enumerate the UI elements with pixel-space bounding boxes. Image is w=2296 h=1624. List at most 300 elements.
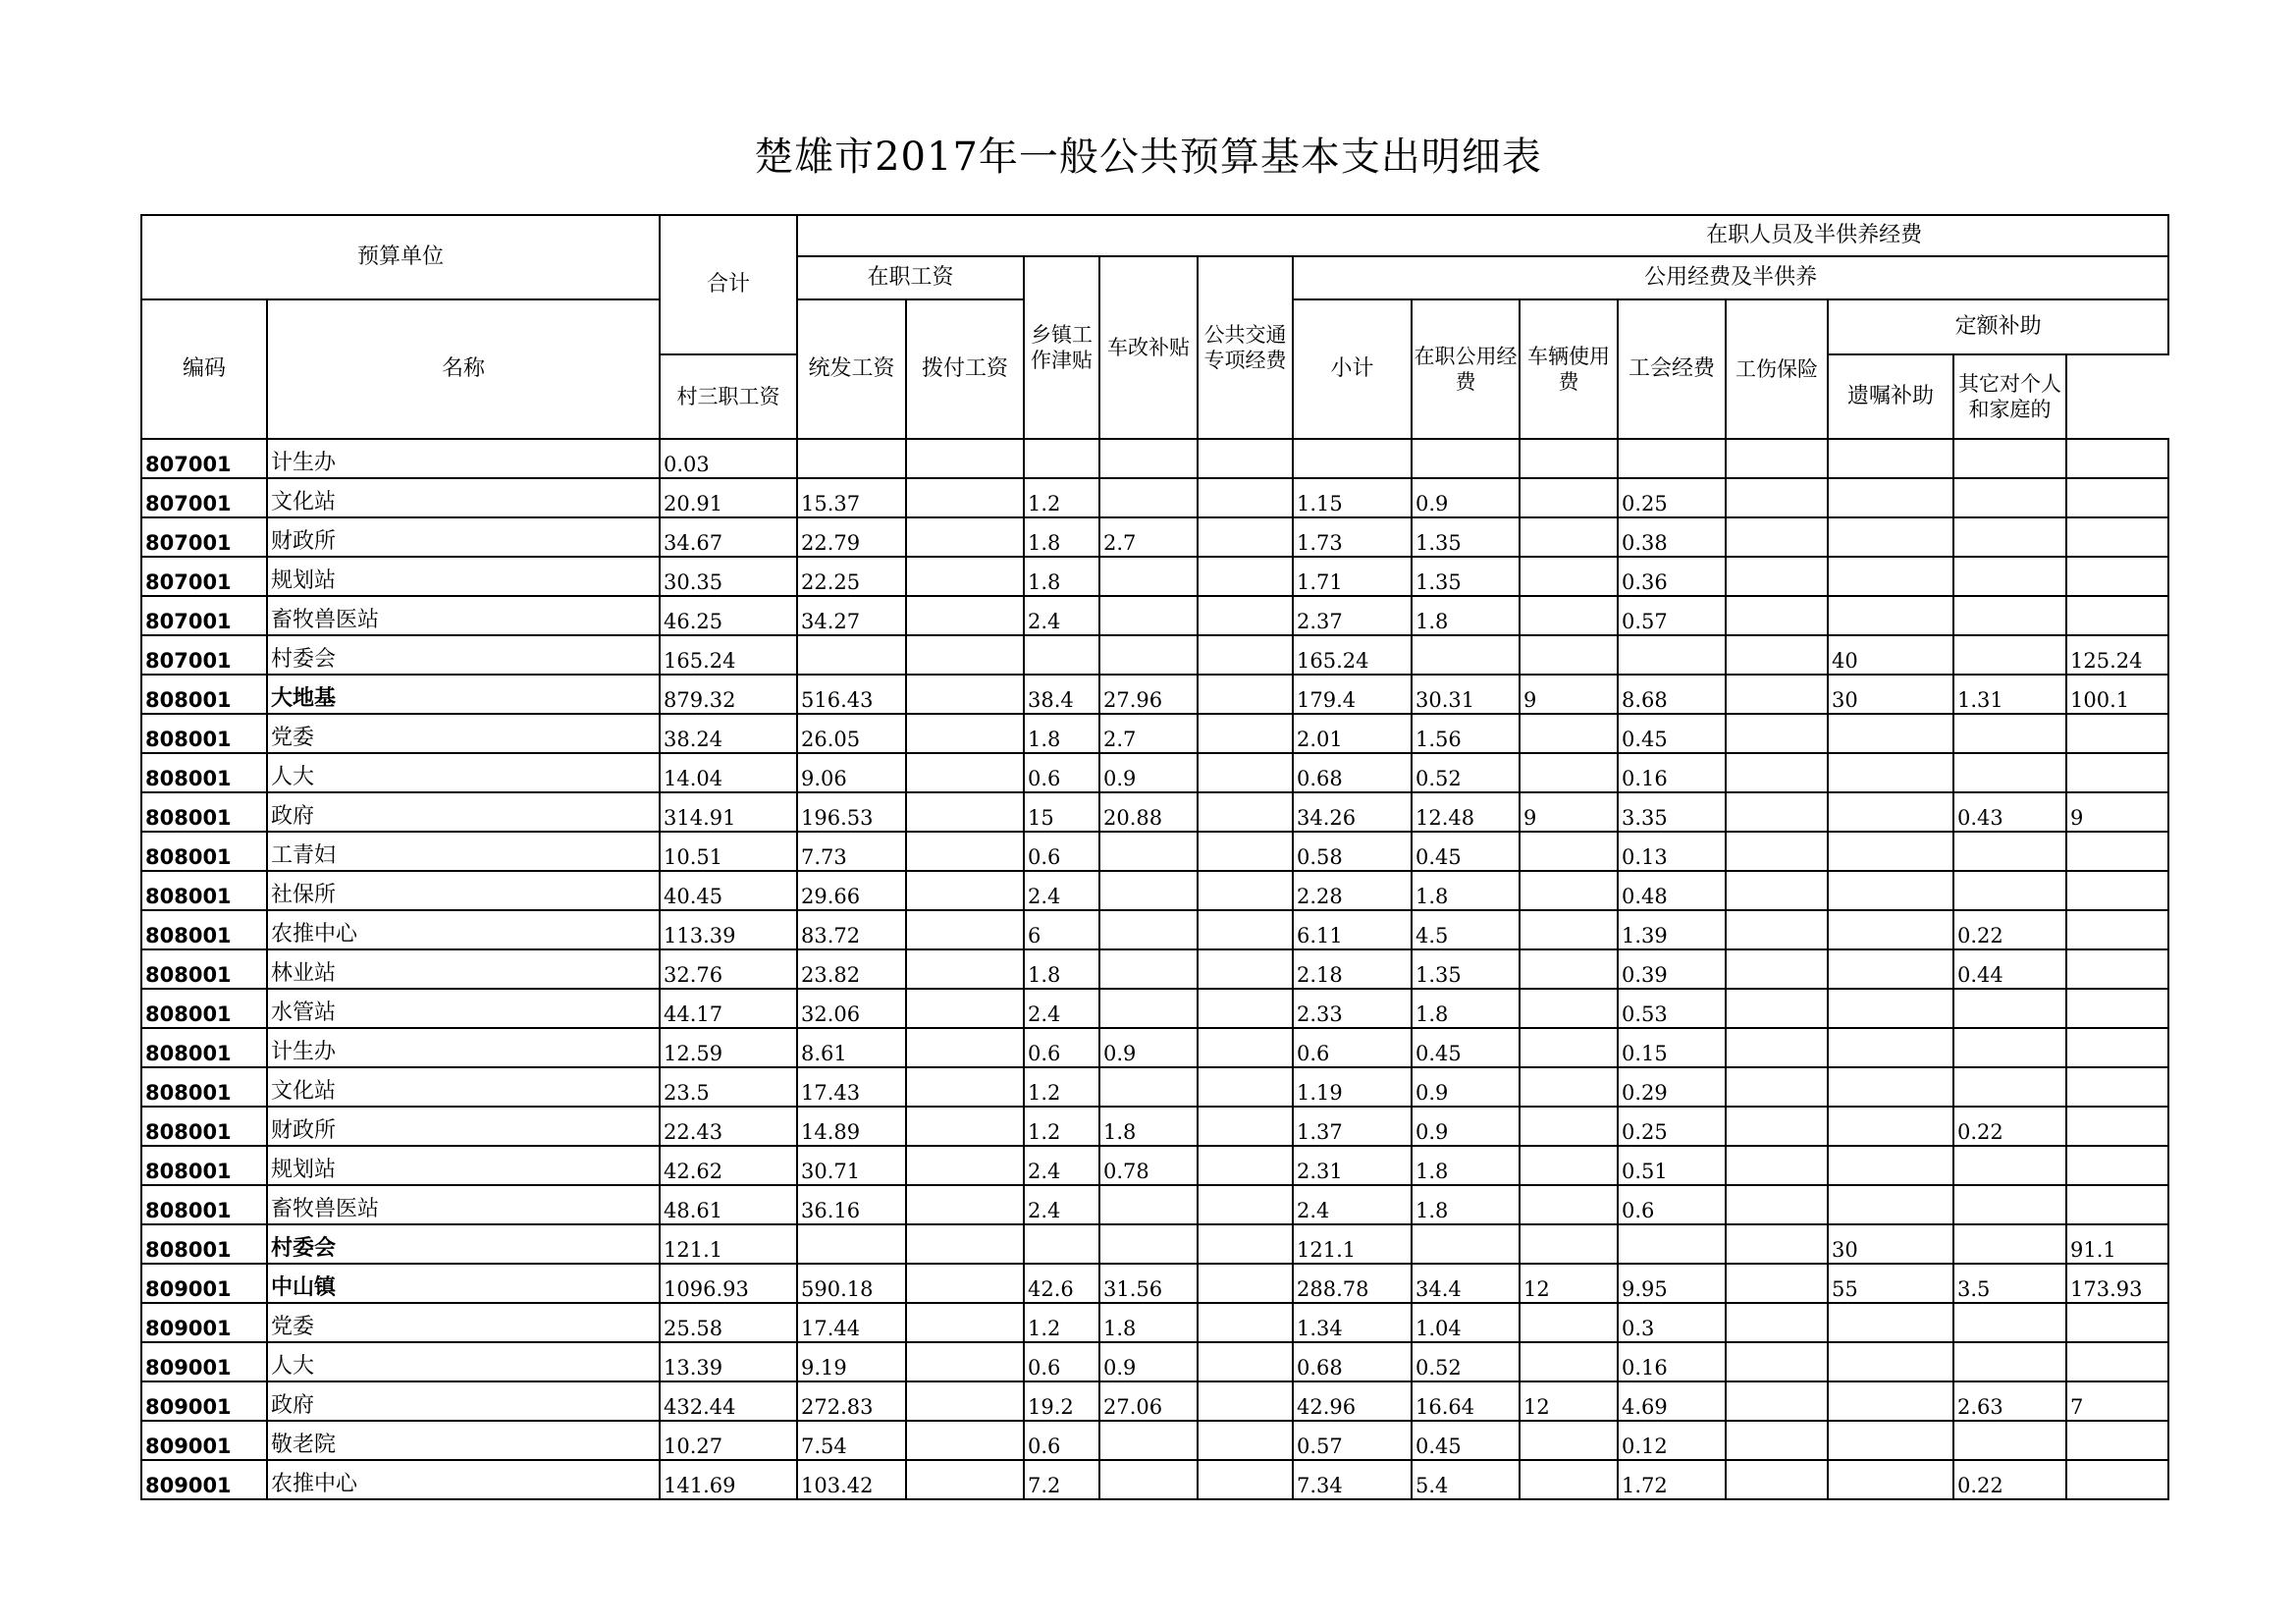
cell-value: 0.78: [1099, 1146, 1198, 1185]
cell-value: [1520, 1107, 1618, 1146]
cell-value: [1726, 517, 1828, 557]
cell-code: 809001: [141, 1264, 267, 1303]
cell-value: 42.96: [1293, 1381, 1412, 1421]
cell-value: [2066, 596, 2168, 635]
cell-name: 社保所: [267, 871, 660, 910]
cell-value: [1412, 1224, 1520, 1264]
cell-code: 808001: [141, 1146, 267, 1185]
cell-value: [1828, 478, 1953, 517]
cell-value: [2066, 1460, 2168, 1499]
cell-value: [906, 478, 1024, 517]
cell-value: 0.6: [1024, 1342, 1099, 1381]
cell-name: 规划站: [267, 557, 660, 596]
cell-value: [1520, 1303, 1618, 1342]
cell-code: 808001: [141, 714, 267, 753]
cell-value: 432.44: [660, 1381, 797, 1421]
cell-value: [1412, 635, 1520, 675]
cell-value: [1828, 1342, 1953, 1381]
cell-code: 809001: [141, 1303, 267, 1342]
cell-value: [906, 714, 1024, 753]
cell-value: 1.8: [1024, 557, 1099, 596]
cell-value: [1726, 1185, 1828, 1224]
cell-value: [906, 832, 1024, 871]
cell-value: [1726, 1146, 1828, 1185]
cell-value: 173.93: [2066, 1264, 2168, 1303]
cell-value: 1.2: [1024, 1067, 1099, 1107]
cell-name: 大地基: [267, 675, 660, 714]
cell-value: [1953, 1342, 2066, 1381]
cell-name: 文化站: [267, 478, 660, 517]
cell-value: [1099, 557, 1198, 596]
cell-value: [1198, 989, 1293, 1028]
table-header: [141, 215, 2168, 439]
cell-value: 30.71: [797, 1146, 906, 1185]
cell-value: 2.31: [1293, 1146, 1412, 1185]
cell-code: 808001: [141, 989, 267, 1028]
cell-value: [1828, 1381, 1953, 1421]
cell-value: [1520, 910, 1618, 949]
cell-value: [1520, 1067, 1618, 1107]
cell-value: [1726, 1303, 1828, 1342]
cell-value: 91.1: [2066, 1224, 2168, 1264]
cell-value: 26.05: [797, 714, 906, 753]
cell-value: 1.39: [1618, 910, 1726, 949]
cell-value: 0.57: [1618, 596, 1726, 635]
cell-value: 0.44: [1953, 949, 2066, 989]
cell-value: [1618, 439, 1726, 478]
cell-value: 31.56: [1099, 1264, 1198, 1303]
table-row: [141, 596, 2168, 635]
cell-value: [1726, 439, 1828, 478]
cell-value: 2.4: [1024, 989, 1099, 1028]
cell-value: 2.28: [1293, 871, 1412, 910]
cell-value: [1726, 1421, 1828, 1460]
cell-value: [2066, 1185, 2168, 1224]
table-row: [141, 439, 2168, 478]
header-name: 名称: [267, 299, 660, 439]
cell-value: 2.4: [1024, 596, 1099, 635]
cell-code: 808001: [141, 753, 267, 792]
cell-value: 2.37: [1293, 596, 1412, 635]
cell-value: 17.44: [797, 1303, 906, 1342]
cell-value: 6: [1024, 910, 1099, 949]
cell-value: 30: [1828, 1224, 1953, 1264]
cell-value: [1726, 989, 1828, 1028]
cell-value: [1953, 1303, 2066, 1342]
cell-value: 1.8: [1024, 949, 1099, 989]
cell-value: [1198, 1264, 1293, 1303]
cell-value: 12: [1520, 1264, 1618, 1303]
cell-value: 100.1: [2066, 675, 2168, 714]
cell-value: 0.9: [1412, 1107, 1520, 1146]
cell-value: 0.15: [1618, 1028, 1726, 1067]
cell-value: [906, 1460, 1024, 1499]
cell-name: 财政所: [267, 1107, 660, 1146]
cell-value: [1828, 517, 1953, 557]
cell-value: 0.12: [1618, 1421, 1726, 1460]
cell-value: 1.8: [1412, 871, 1520, 910]
header-gonghui: 工会经费: [1618, 299, 1726, 439]
cell-value: 0.22: [1953, 1107, 2066, 1146]
cell-value: [1198, 1460, 1293, 1499]
cell-value: 34.4: [1412, 1264, 1520, 1303]
cell-name: 农推中心: [267, 910, 660, 949]
cell-value: [1726, 792, 1828, 832]
cell-value: 0.25: [1618, 478, 1726, 517]
cell-value: 40: [1828, 635, 1953, 675]
cell-value: [1198, 596, 1293, 635]
cell-code: 808001: [141, 832, 267, 871]
cell-value: 7.73: [797, 832, 906, 871]
cell-value: 0.68: [1293, 1342, 1412, 1381]
cell-value: 0.9: [1099, 753, 1198, 792]
cell-value: [1828, 1185, 1953, 1224]
header-cheliang: 车辆使用费: [1520, 299, 1618, 439]
cell-value: 34.26: [1293, 792, 1412, 832]
cell-value: [906, 989, 1024, 1028]
cell-name: 人大: [267, 753, 660, 792]
table-row: [141, 1107, 2168, 1146]
cell-value: 48.61: [660, 1185, 797, 1224]
cell-value: 879.32: [660, 675, 797, 714]
cell-value: 0.45: [1618, 714, 1726, 753]
cell-value: [1953, 1146, 2066, 1185]
cell-value: [1520, 871, 1618, 910]
cell-value: [1828, 1146, 1953, 1185]
cell-value: 0.6: [1024, 1421, 1099, 1460]
cell-value: 25.58: [660, 1303, 797, 1342]
cell-value: 12.48: [1412, 792, 1520, 832]
cell-value: [1953, 989, 2066, 1028]
cell-value: [1520, 1421, 1618, 1460]
cell-value: [1828, 792, 1953, 832]
cell-value: [1726, 1067, 1828, 1107]
cell-value: [1726, 557, 1828, 596]
cell-value: [2066, 1146, 2168, 1185]
cell-value: [2066, 439, 2168, 478]
cell-value: [1953, 439, 2066, 478]
cell-value: 2.63: [1953, 1381, 2066, 1421]
cell-value: [1953, 871, 2066, 910]
cell-code: 808001: [141, 910, 267, 949]
cell-value: 23.5: [660, 1067, 797, 1107]
cell-value: [2066, 517, 2168, 557]
cell-value: 34.27: [797, 596, 906, 635]
cell-value: 83.72: [797, 910, 906, 949]
table-row: [141, 517, 2168, 557]
cell-code: 809001: [141, 1460, 267, 1499]
cell-value: 2.4: [1293, 1185, 1412, 1224]
cell-value: [1024, 635, 1099, 675]
cell-code: 807001: [141, 596, 267, 635]
cell-value: 7.54: [797, 1421, 906, 1460]
table-row: [141, 635, 2168, 675]
header-gongshang: 工伤保险: [1726, 299, 1828, 439]
cell-value: [1520, 1342, 1618, 1381]
cell-value: [1099, 1421, 1198, 1460]
cell-value: [1828, 557, 1953, 596]
cell-name: 财政所: [267, 517, 660, 557]
cell-value: [1099, 949, 1198, 989]
cell-code: 807001: [141, 557, 267, 596]
cell-code: 808001: [141, 949, 267, 989]
cell-value: [797, 635, 906, 675]
cell-value: 15: [1024, 792, 1099, 832]
cell-value: [1953, 596, 2066, 635]
cell-value: 2.4: [1024, 871, 1099, 910]
cell-value: 288.78: [1293, 1264, 1412, 1303]
cell-value: [2066, 1342, 2168, 1381]
cell-value: [1726, 871, 1828, 910]
cell-value: 0.03: [660, 439, 797, 478]
cell-value: 1.19: [1293, 1067, 1412, 1107]
cell-value: 1.8: [1412, 1146, 1520, 1185]
table-row: [141, 1028, 2168, 1067]
cell-value: [1198, 1342, 1293, 1381]
table-row: [141, 557, 2168, 596]
cell-code: 807001: [141, 635, 267, 675]
cell-value: [906, 1421, 1024, 1460]
cell-value: [2066, 1421, 2168, 1460]
cell-value: [1198, 949, 1293, 989]
cell-value: 0.9: [1099, 1028, 1198, 1067]
cell-value: 1.2: [1024, 478, 1099, 517]
cell-value: [1099, 635, 1198, 675]
cell-code: 808001: [141, 1224, 267, 1264]
cell-value: [1520, 832, 1618, 871]
cell-value: [906, 439, 1024, 478]
cell-value: 0.45: [1412, 1028, 1520, 1067]
cell-value: [906, 1224, 1024, 1264]
cell-value: 9: [2066, 792, 2168, 832]
cell-value: 10.27: [660, 1421, 797, 1460]
header-tongfa: 统发工资: [797, 299, 906, 439]
cell-value: [2066, 714, 2168, 753]
header-total: 合计: [660, 215, 797, 354]
cell-value: [906, 1067, 1024, 1107]
cell-code: 807001: [141, 478, 267, 517]
cell-value: 0.22: [1953, 910, 2066, 949]
header-group-public: 公用经费及半供养: [1293, 256, 2168, 299]
cell-value: [1953, 1224, 2066, 1264]
cell-value: [1520, 517, 1618, 557]
cell-value: [2066, 478, 2168, 517]
cell-value: 55: [1828, 1264, 1953, 1303]
cell-value: 1.04: [1412, 1303, 1520, 1342]
cell-value: [1520, 1460, 1618, 1499]
cell-name: 村委会: [267, 635, 660, 675]
cell-value: 22.79: [797, 517, 906, 557]
header-cunsan: 村三职工资: [660, 354, 797, 439]
cell-value: 32.76: [660, 949, 797, 989]
cell-value: 46.25: [660, 596, 797, 635]
cell-value: [1828, 1460, 1953, 1499]
cell-value: [1828, 1067, 1953, 1107]
cell-value: 9.95: [1618, 1264, 1726, 1303]
cell-value: [906, 1381, 1024, 1421]
header-yizhu: 遗嘱补助: [1828, 354, 1953, 439]
table-row: [141, 910, 2168, 949]
header-group-salary: 在职工资: [797, 256, 1024, 299]
cell-value: 0.39: [1618, 949, 1726, 989]
cell-value: 20.88: [1099, 792, 1198, 832]
cell-value: [1520, 1185, 1618, 1224]
cell-value: 6.11: [1293, 910, 1412, 949]
cell-value: [906, 871, 1024, 910]
cell-name: 中山镇: [267, 1264, 660, 1303]
cell-value: 4.5: [1412, 910, 1520, 949]
cell-value: 0.52: [1412, 1342, 1520, 1381]
cell-value: [1828, 832, 1953, 871]
cell-value: 44.17: [660, 989, 797, 1028]
cell-value: [1198, 910, 1293, 949]
cell-value: [1953, 714, 2066, 753]
cell-value: 141.69: [660, 1460, 797, 1499]
cell-name: 规划站: [267, 1146, 660, 1185]
cell-value: [1520, 439, 1618, 478]
cell-value: [1726, 910, 1828, 949]
cell-value: 42.6: [1024, 1264, 1099, 1303]
cell-value: [1828, 949, 1953, 989]
cell-value: [1198, 1224, 1293, 1264]
cell-value: [906, 596, 1024, 635]
cell-value: [2066, 989, 2168, 1028]
cell-value: [1726, 714, 1828, 753]
cell-value: [1953, 1185, 2066, 1224]
cell-value: 1.56: [1412, 714, 1520, 753]
cell-code: 808001: [141, 1067, 267, 1107]
cell-value: [1099, 1224, 1198, 1264]
cell-name: 文化站: [267, 1067, 660, 1107]
cell-value: [1828, 1303, 1953, 1342]
cell-value: [906, 557, 1024, 596]
cell-value: [906, 675, 1024, 714]
cell-value: [1099, 871, 1198, 910]
cell-code: 809001: [141, 1421, 267, 1460]
cell-value: [1953, 1421, 2066, 1460]
cell-value: 4.69: [1618, 1381, 1726, 1421]
table-row: [141, 1224, 2168, 1264]
cell-value: 15.37: [797, 478, 906, 517]
cell-value: 14.04: [660, 753, 797, 792]
cell-value: [1198, 557, 1293, 596]
cell-name: 计生办: [267, 439, 660, 478]
cell-value: 0.48: [1618, 871, 1726, 910]
cell-value: 0.45: [1412, 1421, 1520, 1460]
cell-value: 23.82: [797, 949, 906, 989]
cell-value: 0.6: [1293, 1028, 1412, 1067]
cell-value: 3.35: [1618, 792, 1726, 832]
budget-table: [140, 214, 2169, 1500]
cell-value: [1520, 949, 1618, 989]
cell-value: [1198, 1185, 1293, 1224]
cell-value: 179.4: [1293, 675, 1412, 714]
cell-value: 1.15: [1293, 478, 1412, 517]
cell-value: [1828, 1107, 1953, 1146]
header-xiaoji: 小计: [1293, 299, 1412, 439]
cell-value: 1.8: [1024, 714, 1099, 753]
cell-value: 0.16: [1618, 753, 1726, 792]
cell-value: [1953, 517, 2066, 557]
cell-value: [1828, 714, 1953, 753]
table-row: [141, 714, 2168, 753]
cell-name: 计生办: [267, 1028, 660, 1067]
cell-value: 40.45: [660, 871, 797, 910]
cell-code: 807001: [141, 439, 267, 478]
cell-value: [1953, 1067, 2066, 1107]
cell-value: 196.53: [797, 792, 906, 832]
cell-value: [1198, 517, 1293, 557]
cell-value: 3.5: [1953, 1264, 2066, 1303]
cell-value: [906, 1264, 1024, 1303]
cell-value: 125.24: [2066, 635, 2168, 675]
cell-value: 7.2: [1024, 1460, 1099, 1499]
cell-value: 2.7: [1099, 517, 1198, 557]
cell-value: 0.53: [1618, 989, 1726, 1028]
cell-value: 0.45: [1412, 832, 1520, 871]
cell-value: 1.8: [1412, 596, 1520, 635]
cell-value: [1198, 675, 1293, 714]
cell-value: [1828, 439, 1953, 478]
table-row: [141, 1303, 2168, 1342]
cell-value: 2.7: [1099, 714, 1198, 753]
cell-value: 13.39: [660, 1342, 797, 1381]
header-gonggong: 公共交通专项经费: [1198, 256, 1293, 439]
cell-value: 121.1: [660, 1224, 797, 1264]
cell-value: [2066, 557, 2168, 596]
cell-value: 1.8: [1099, 1303, 1198, 1342]
table-row: [141, 949, 2168, 989]
cell-value: 1096.93: [660, 1264, 797, 1303]
cell-value: [1726, 1264, 1828, 1303]
cell-name: 敬老院: [267, 1421, 660, 1460]
cell-value: 30: [1828, 675, 1953, 714]
cell-value: [1099, 1460, 1198, 1499]
cell-value: [2066, 949, 2168, 989]
cell-name: 党委: [267, 1303, 660, 1342]
cell-value: [2066, 1303, 2168, 1342]
cell-value: 0.3: [1618, 1303, 1726, 1342]
cell-value: [1726, 1342, 1828, 1381]
cell-value: [1726, 635, 1828, 675]
cell-value: 1.8: [1412, 1185, 1520, 1224]
cell-value: 5.4: [1412, 1460, 1520, 1499]
table-row: [141, 478, 2168, 517]
cell-name: 农推中心: [267, 1460, 660, 1499]
header-xiangzhen: 乡镇工作津贴: [1024, 256, 1099, 439]
cell-value: [1198, 1381, 1293, 1421]
cell-value: 0.13: [1618, 832, 1726, 871]
cell-value: [1099, 1185, 1198, 1224]
cell-name: 工青妇: [267, 832, 660, 871]
cell-value: [2066, 832, 2168, 871]
header-qita: 其它对个人和家庭的: [1953, 354, 2066, 439]
cell-value: 22.43: [660, 1107, 797, 1146]
cell-value: [2066, 871, 2168, 910]
cell-value: 165.24: [1293, 635, 1412, 675]
cell-value: 30.31: [1412, 675, 1520, 714]
cell-value: 0.16: [1618, 1342, 1726, 1381]
cell-value: [1520, 635, 1618, 675]
cell-value: 10.51: [660, 832, 797, 871]
cell-value: [1828, 596, 1953, 635]
cell-value: [1198, 635, 1293, 675]
cell-value: [2066, 1107, 2168, 1146]
cell-value: 7.34: [1293, 1460, 1412, 1499]
table-row: [141, 1460, 2168, 1499]
table-body: [141, 439, 2168, 1499]
cell-value: 9.19: [797, 1342, 906, 1381]
